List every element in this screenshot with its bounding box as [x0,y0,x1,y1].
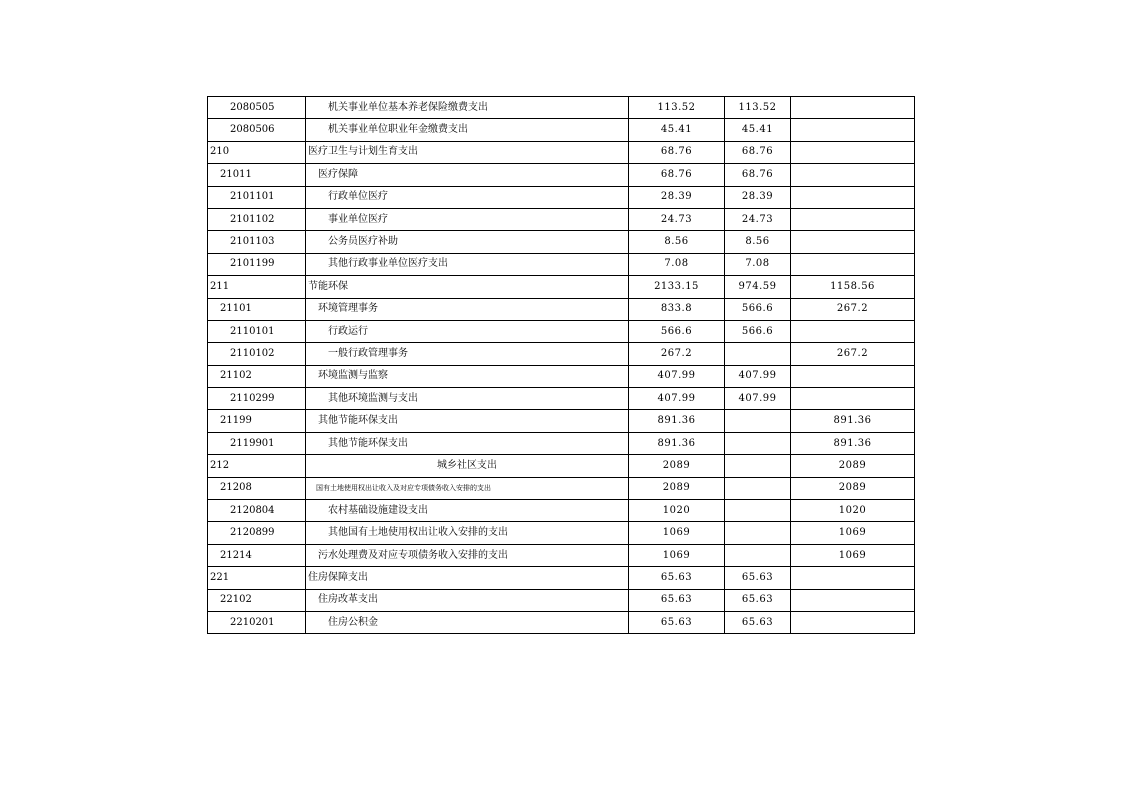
row-project [791,164,915,186]
row-code: 21011 [208,164,306,186]
table-row [208,97,915,119]
row-code: 2120899 [208,522,306,544]
row-name: 其他节能环保支出 [306,410,629,432]
row-name: 行政运行 [306,320,629,342]
table-row [208,388,915,410]
row-total: 267.2 [629,343,725,365]
row-total: 24.73 [629,208,725,230]
row-code: 2110299 [208,388,306,410]
table-row [208,186,915,208]
row-basic: 113.52 [725,97,791,119]
row-code: 2080505 [208,97,306,119]
row-basic: 65.63 [725,589,791,611]
row-basic [725,477,791,499]
row-basic [725,522,791,544]
row-name: 其他行政事业单位医疗支出 [306,253,629,275]
table-row [208,343,915,365]
row-project: 891.36 [791,432,915,454]
row-total: 65.63 [629,589,725,611]
row-code: 210 [208,141,306,163]
row-name: 机关事业单位职业年金缴费支出 [306,119,629,141]
row-code: 21101 [208,298,306,320]
row-name: 事业单位医疗 [306,208,629,230]
table-row [208,522,915,544]
row-project: 1020 [791,500,915,522]
row-total: 566.6 [629,320,725,342]
row-basic: 566.6 [725,298,791,320]
row-basic: 407.99 [725,388,791,410]
row-code: 22102 [208,589,306,611]
row-code: 2080506 [208,119,306,141]
row-code: 2101102 [208,208,306,230]
row-total: 2089 [629,477,725,499]
row-name: 住房公积金 [306,611,629,633]
table-row [208,611,915,633]
row-total: 1069 [629,522,725,544]
row-name: 医疗卫生与计划生育支出 [306,141,629,163]
row-project [791,320,915,342]
row-basic [725,455,791,477]
row-project: 1158.56 [791,276,915,298]
row-basic: 24.73 [725,208,791,230]
row-code: 2110102 [208,343,306,365]
row-total: 113.52 [629,97,725,119]
row-total: 2133.15 [629,276,725,298]
row-basic: 65.63 [725,567,791,589]
row-project [791,567,915,589]
row-basic [725,343,791,365]
row-total: 891.36 [629,410,725,432]
row-name: 农村基础设施建设支出 [306,500,629,522]
row-code: 2119901 [208,432,306,454]
row-total: 68.76 [629,164,725,186]
row-basic [725,410,791,432]
row-name: 一般行政管理事务 [306,343,629,365]
table-row [208,410,915,432]
row-basic: 68.76 [725,164,791,186]
row-name: 其他环境监测与支出 [306,388,629,410]
row-code: 2101103 [208,231,306,253]
row-total: 7.08 [629,253,725,275]
table-row [208,208,915,230]
row-name: 公务员医疗补助 [306,231,629,253]
row-name: 机关事业单位基本养老保险缴费支出 [306,97,629,119]
row-code: 21102 [208,365,306,387]
row-basic: 68.76 [725,141,791,163]
row-total: 891.36 [629,432,725,454]
row-total: 8.56 [629,231,725,253]
row-code: 2110101 [208,320,306,342]
row-name: 其他节能环保支出 [306,432,629,454]
row-project [791,119,915,141]
row-total: 2089 [629,455,725,477]
row-project [791,186,915,208]
table-row [208,500,915,522]
row-project [791,97,915,119]
row-project [791,365,915,387]
row-total: 407.99 [629,365,725,387]
row-project: 2089 [791,477,915,499]
row-name: 污水处理费及对应专项债务收入安排的支出 [306,544,629,566]
row-name: 住房改革支出 [306,589,629,611]
row-name: 环境监测与监察 [306,365,629,387]
row-name: 住房保障支出 [306,567,629,589]
row-name: 环境管理事务 [306,298,629,320]
table-row [208,141,915,163]
row-basic: 45.41 [725,119,791,141]
row-project: 267.2 [791,343,915,365]
row-project: 1069 [791,544,915,566]
row-basic [725,500,791,522]
row-basic: 566.6 [725,320,791,342]
row-code: 2101101 [208,186,306,208]
row-total: 28.39 [629,186,725,208]
row-total: 45.41 [629,119,725,141]
row-project [791,208,915,230]
row-basic: 407.99 [725,365,791,387]
row-code: 21199 [208,410,306,432]
row-project [791,589,915,611]
row-code: 2101199 [208,253,306,275]
table-row [208,432,915,454]
row-code: 212 [208,455,306,477]
table-row [208,589,915,611]
row-total: 65.63 [629,567,725,589]
row-project [791,253,915,275]
row-total: 1069 [629,544,725,566]
row-project: 267.2 [791,298,915,320]
row-name: 城乡社区支出 [306,455,629,477]
row-basic [725,432,791,454]
row-basic: 7.08 [725,253,791,275]
table-row [208,276,915,298]
table-row [208,298,915,320]
row-code: 2210201 [208,611,306,633]
row-code: 211 [208,276,306,298]
row-name: 行政单位医疗 [306,186,629,208]
table-row [208,253,915,275]
row-project: 1069 [791,522,915,544]
row-code: 21208 [208,477,306,499]
table-row [208,320,915,342]
row-name: 医疗保障 [306,164,629,186]
row-basic: 28.39 [725,186,791,208]
table-row [208,455,915,477]
row-name: 节能环保 [306,276,629,298]
row-total: 1020 [629,500,725,522]
table-row [208,544,915,566]
row-code: 2120804 [208,500,306,522]
table-row [208,567,915,589]
row-name: 其他国有土地使用权出让收入安排的支出 [306,522,629,544]
row-project: 891.36 [791,410,915,432]
table-row [208,119,915,141]
table-row [208,477,915,499]
row-project: 2089 [791,455,915,477]
row-name: 国有土地使用权出让收入及对应专项债务收入安排的支出 [306,477,629,499]
row-basic: 8.56 [725,231,791,253]
row-project [791,388,915,410]
row-basic: 65.63 [725,611,791,633]
row-total: 407.99 [629,388,725,410]
row-project [791,611,915,633]
row-basic: 974.59 [725,276,791,298]
row-total: 65.63 [629,611,725,633]
budget-table [207,96,915,634]
row-project [791,231,915,253]
row-total: 833.8 [629,298,725,320]
table-row [208,231,915,253]
table-row [208,164,915,186]
budget-table-body [208,97,915,634]
row-basic [725,544,791,566]
row-code: 221 [208,567,306,589]
row-total: 68.76 [629,141,725,163]
table-row [208,365,915,387]
row-code: 21214 [208,544,306,566]
row-project [791,141,915,163]
